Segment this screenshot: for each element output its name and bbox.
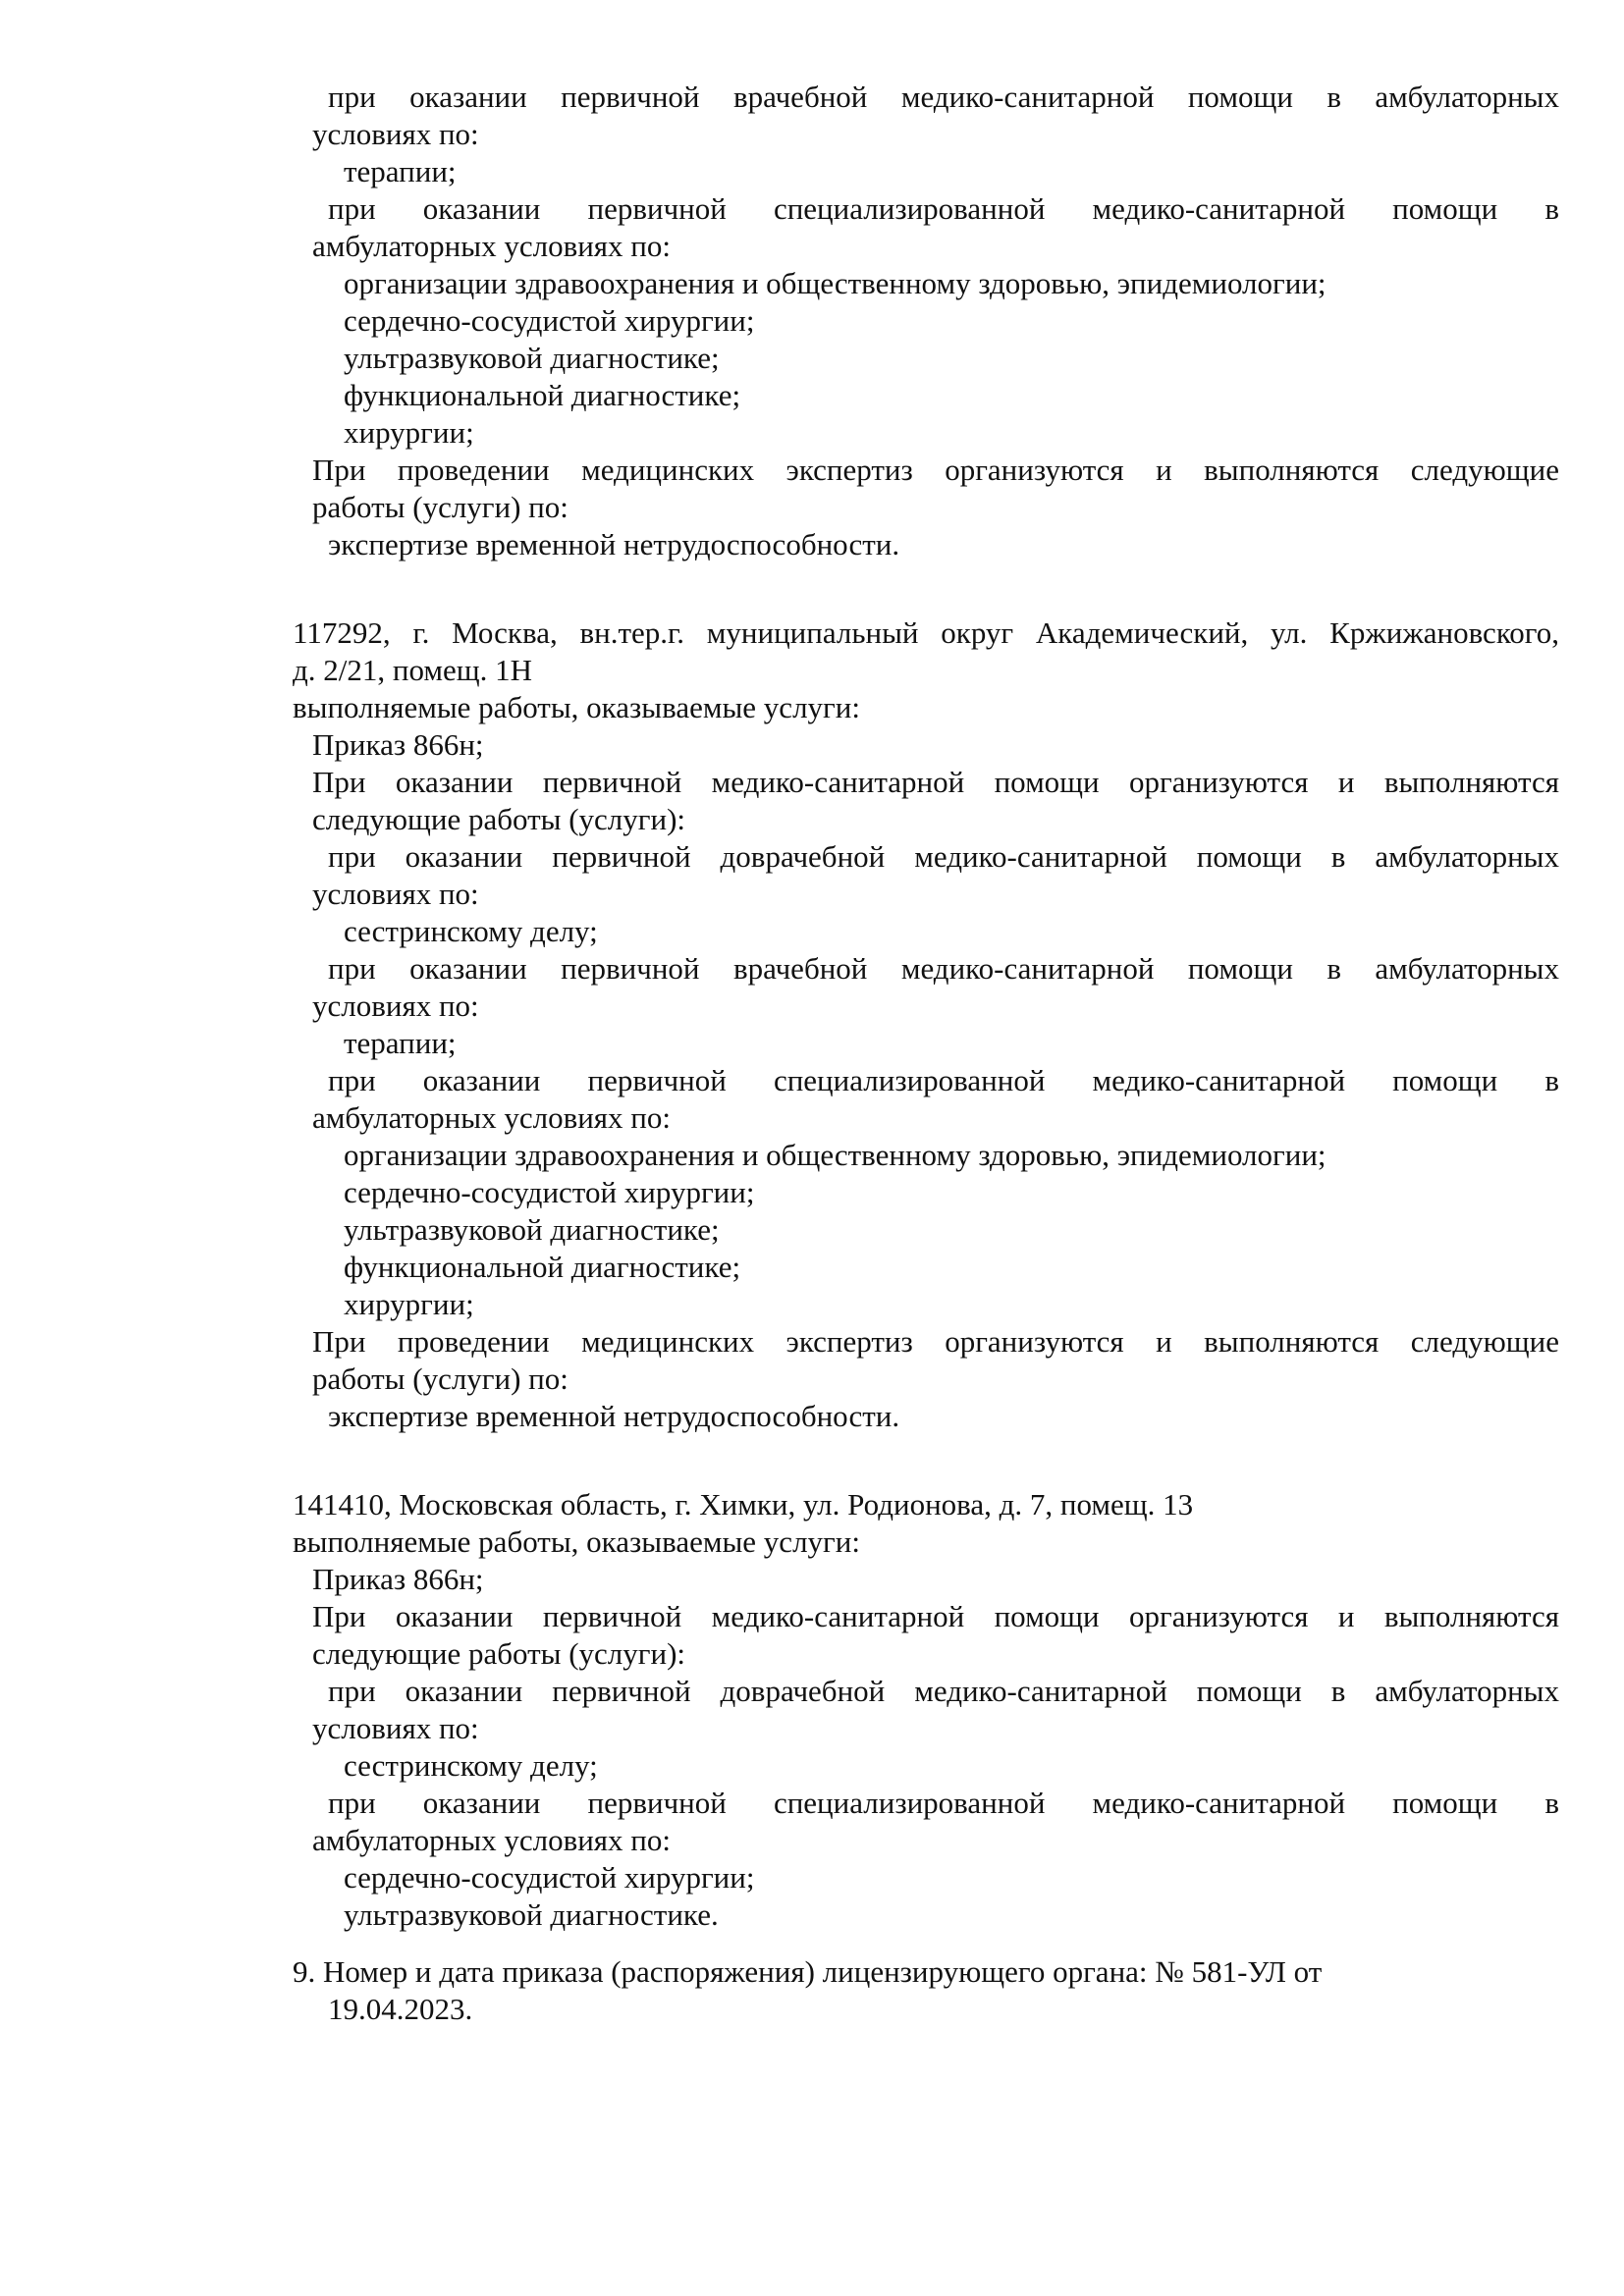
section-heading: выполняемые работы, оказываемые услуги: [293, 1524, 860, 1559]
text-line: При оказании первичной медико-санитарной помощи организуются и выполняются [312, 765, 1559, 799]
order-date: 19.04.2023. [328, 1992, 473, 2026]
list-item: организации здравоохранения и общественному здоровью, эпидемиологии; [344, 1138, 1326, 1172]
text-line: условиях по: [312, 117, 479, 151]
list-item: ультразвуковой диагностике; [344, 341, 720, 375]
text-line: при оказании первичной доврачебной медико-санитарной помощи в амбулаторных [328, 1674, 1559, 1708]
list-item: ультразвуковой диагностике. [344, 1897, 719, 1932]
text-line: условиях по: [312, 988, 479, 1023]
text-line: условиях по: [312, 877, 479, 911]
text-line: При проведении медицинских экспертиз организуются и выполняются следующие [312, 1324, 1559, 1359]
list-item: терапии; [344, 1026, 457, 1060]
text-line: при оказании первичной специализированной медико-санитарной помощи в [328, 1786, 1559, 1820]
address-line: д. 2/21, помещ. 1Н [293, 653, 533, 687]
list-item: функциональной диагностике; [344, 378, 741, 412]
text-line: следующие работы (услуги): [312, 802, 686, 836]
text-line: При оказании первичной медико-санитарной помощи организуются и выполняются [312, 1599, 1559, 1633]
text-line: при оказании первичной врачебной медико-санитарной помощи в амбулаторных [328, 80, 1559, 114]
text-line: при оказании первичной специализированной медико-санитарной помощи в [328, 191, 1559, 226]
address-line: 141410, Московская область, г. Химки, ул. Родионова, д. 7, помещ. 13 [293, 1487, 1194, 1522]
text-line: при оказании первичной врачебной медико-санитарной помощи в амбулаторных [328, 951, 1559, 986]
address-line: 117292, г. Москва, вн.тер.г. муниципальный округ Академический, ул. Кржижановского, [293, 615, 1559, 650]
text-line: при оказании первичной специализированной медико-санитарной помощи в [328, 1063, 1559, 1097]
order-reference: Приказ 866н; [312, 1562, 484, 1596]
order-reference: Приказ 866н; [312, 727, 484, 762]
section-heading: выполняемые работы, оказываемые услуги: [293, 690, 860, 724]
list-item: функциональной диагностике; [344, 1250, 741, 1284]
list-item: ультразвуковой диагностике; [344, 1212, 720, 1247]
list-item: организации здравоохранения и общественному здоровью, эпидемиологии; [344, 266, 1326, 300]
list-item: хирургии; [344, 415, 474, 450]
list-item: сердечно-сосудистой хирургии; [344, 1175, 755, 1209]
text-line: амбулаторных условиях по: [312, 1823, 672, 1857]
list-item: терапии; [344, 154, 457, 188]
text-line: работы (услуги) по: [312, 1362, 568, 1396]
text-line: работы (услуги) по: [312, 490, 568, 524]
text-line: условиях по: [312, 1711, 479, 1745]
list-item: экспертизе временной нетрудоспособности. [328, 1399, 900, 1433]
list-item: сестринскому делу; [344, 914, 598, 948]
text-line: амбулаторных условиях по: [312, 1100, 672, 1135]
list-item: сестринскому делу; [344, 1748, 598, 1783]
list-item: хирургии; [344, 1287, 474, 1321]
text-line: амбулаторных условиях по: [312, 229, 672, 263]
list-item: сердечно-сосудистой хирургии; [344, 1860, 755, 1895]
list-item: экспертизе временной нетрудоспособности. [328, 527, 900, 561]
text-line: При проведении медицинских экспертиз организуются и выполняются следующие [312, 453, 1559, 487]
order-number-line: 9. Номер и дата приказа (распоряжения) лицензирующего органа: № 581-УЛ от [293, 1954, 1323, 1989]
list-item: сердечно-сосудистой хирургии; [344, 303, 755, 338]
text-line: при оказании первичной доврачебной медико-санитарной помощи в амбулаторных [328, 839, 1559, 874]
text-line: следующие работы (услуги): [312, 1636, 686, 1671]
